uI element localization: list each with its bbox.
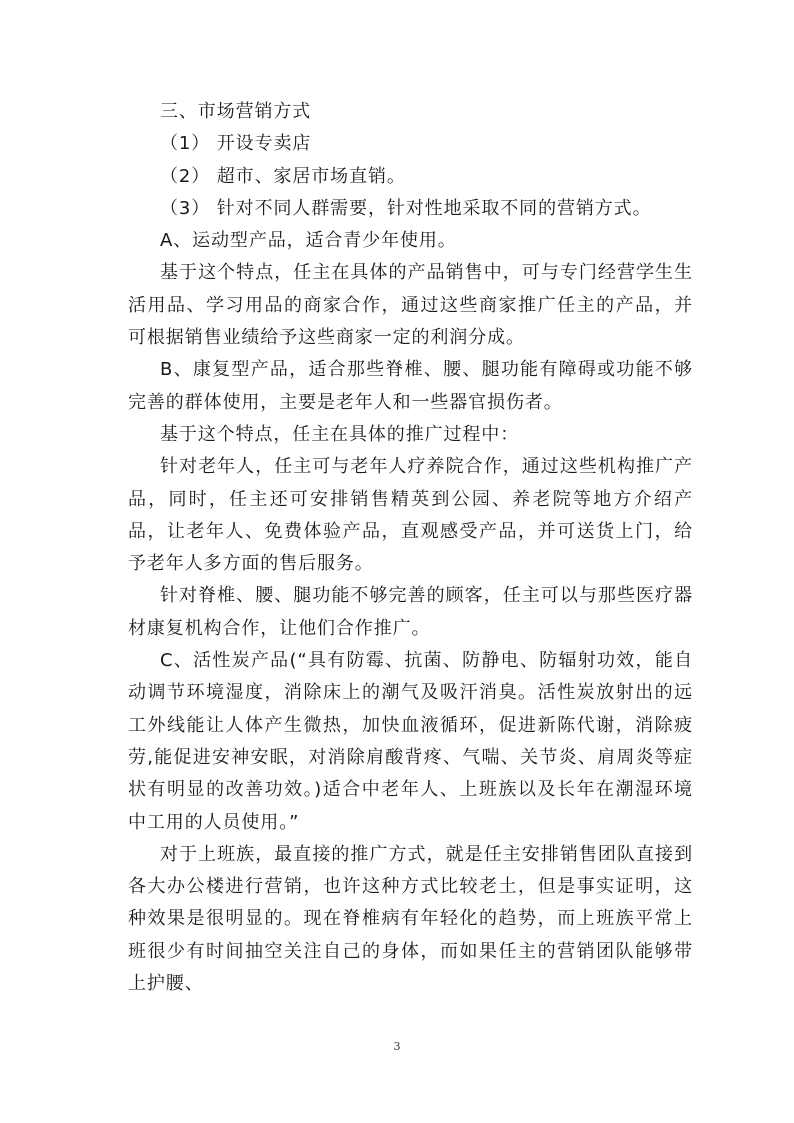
subsection-heading: A、运动型产品，适合青少年使用。 — [160, 230, 457, 252]
page-number: 3 — [393, 1040, 401, 1053]
list-item: （1） 开设专卖店 — [160, 133, 312, 155]
list-item: （3） 针对不同人群需要，针对性地采取不同的营销方式。 — [160, 197, 652, 219]
body-paragraph: 对于上班族，最直接的推广方式，就是任主安排销售团队直接到各大办公楼进行营销，也许这种方式比较老土，但是事实证明，这种效果是很明显的。现在脊椎病有年轻化的趋势，而上班族平常上班很少有时间抽空关注自己的身体，而如果任主的营销团队能够带上护腰、 — [128, 843, 693, 995]
body-paragraph: 针对老年人，任主可与老年人疗养院合作，通过这些机构推广产品，同时，任主还可安排销售精英到公园、养老院等地方介绍产品，让老年人、免费体验产品，直观感受产品，并可送货上门，给予老年人多方面的售后服务。 — [128, 456, 693, 575]
list-item: （2） 超市、家居市场直销。 — [160, 165, 406, 187]
subsection-heading: C、活性炭产品(“具有防霉、抗菌、防静电、防辐射功效，能自动调节环境湿度，消除床上的潮气及吸汗消臭。活性炭放射出的远工外线能让人体产生微热，加快血液循环，促进新陈代谢，消除疲劳,能促进安神安眠，对消除肩酸背疼、气喘、关节炎、肩周炎等症状有明显的改善功效。)适合中老年人、上班族以及长年在潮湿环境中工用的人员使用。” — [128, 650, 693, 833]
document-body — [128, 96, 693, 1000]
section-heading: 三、市场营销方式 — [160, 101, 312, 122]
subsection-heading: B、康复型产品，适合那些脊椎、腰、腿功能有障碍或功能不够完善的群体使用，主要是老年人和一些器官损伤者。 — [128, 359, 693, 413]
body-paragraph: 基于这个特点，任主在具体的产品销售中，可与专门经营学生生活用品、学习用品的商家合作，通过这些商家推广任主的产品，并可根据销售业绩给予这些商家一定的利润分成。 — [128, 262, 693, 349]
body-paragraph: 基于这个特点，任主在具体的推广过程中： — [160, 423, 520, 445]
body-paragraph: 针对脊椎、腰、腿功能不够完善的顾客，任主可以与那些医疗器材康复机构合作，让他们合作推广。 — [128, 585, 693, 639]
